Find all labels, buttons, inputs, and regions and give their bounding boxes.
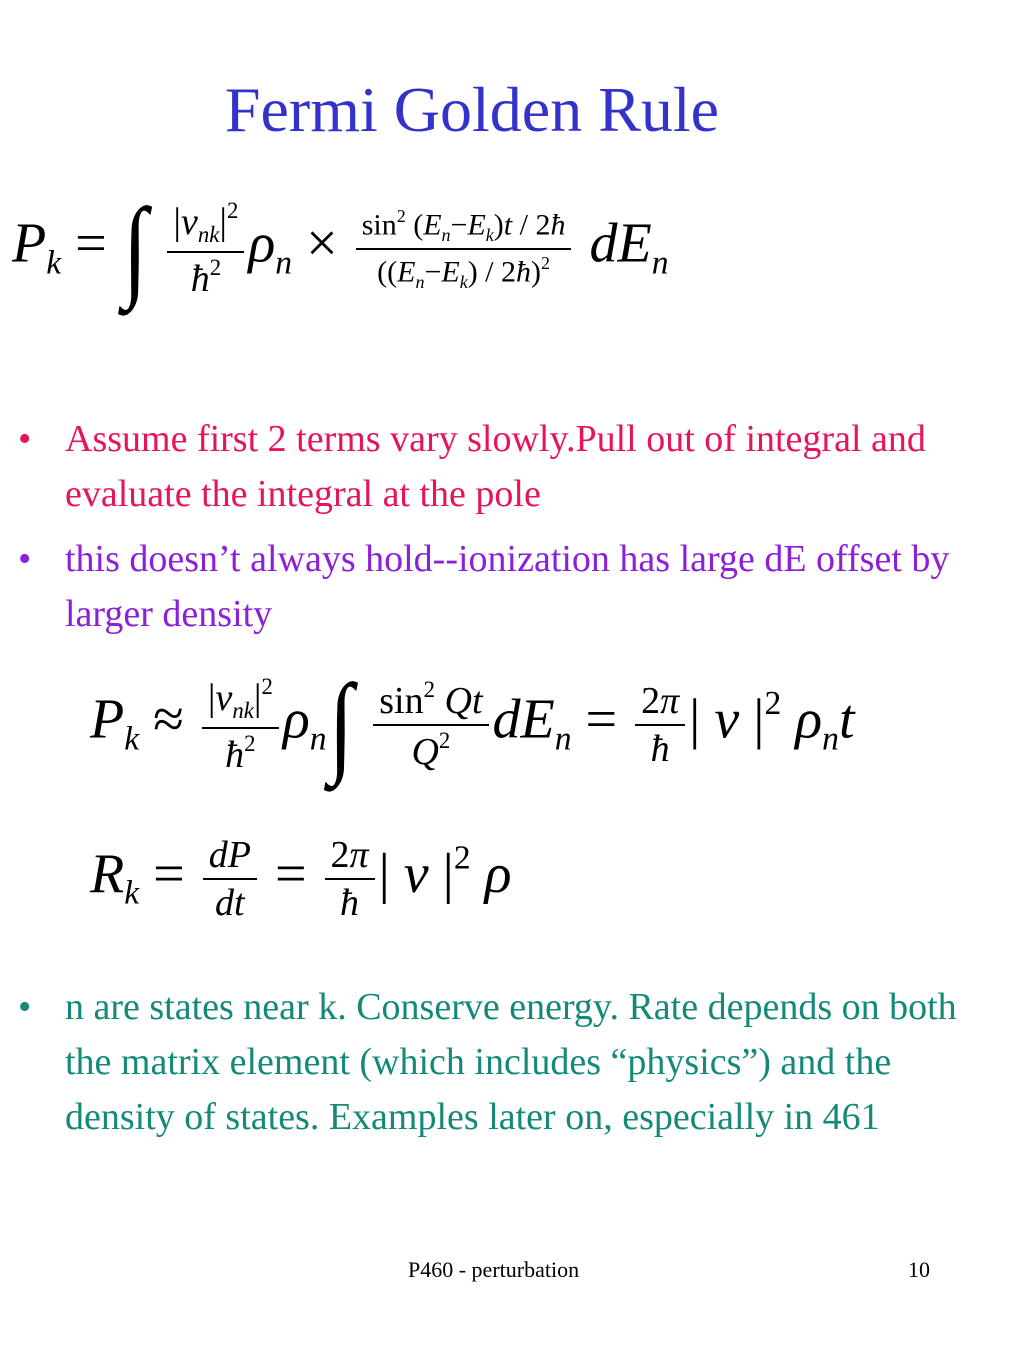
bullet-dot: •: [18, 986, 32, 1028]
bullet-dot: •: [18, 418, 32, 460]
bullet-text: this doesn’t always hold--ionization has large dE offset by larger density: [65, 538, 950, 635]
equation-rate: $R_k$ = $\frac{dP}{dt}$ = $\frac{2\pi}{ħ}$ | v $|^2$ ρ: [90, 834, 512, 924]
slide-title: Fermi Golden Rule: [224, 74, 720, 145]
bullet-dot: •: [18, 538, 32, 580]
page-number: 10: [908, 1257, 930, 1282]
equation-transition-probability: $P_k$ = ∫ $\frac{|v_{nk}|^2}{ħ^2}$ $\rho_n$ × $\frac{\sin^2 (E_n-E_k)t / 2ħ}{((E_n-E_k) / 2ħ)^2}$ $dE_n$: [12, 186, 669, 311]
equation-approximation: $P_k$ ≈ $\frac{|v_{nk}|^2}{ħ^2}$ $\rho_n\int$ $\frac{\sin^2 Qt}{Q^2}$ $dE_n$ = $\frac{2\pi}{ħ}$ | v $|^2$ $\rho_nt$: [90, 662, 855, 787]
bullet-text: Assume first 2 terms vary slowly.Pull out of integral and evaluate the integral at the pole: [65, 418, 926, 515]
footer-label: P460 - perturbation: [408, 1257, 580, 1282]
bullet-text: n are states near k. Conserve energy. Rate depends on both the matrix element (which includes “physics”) and the density of states. Examples later on, especially in 461: [65, 986, 957, 1138]
